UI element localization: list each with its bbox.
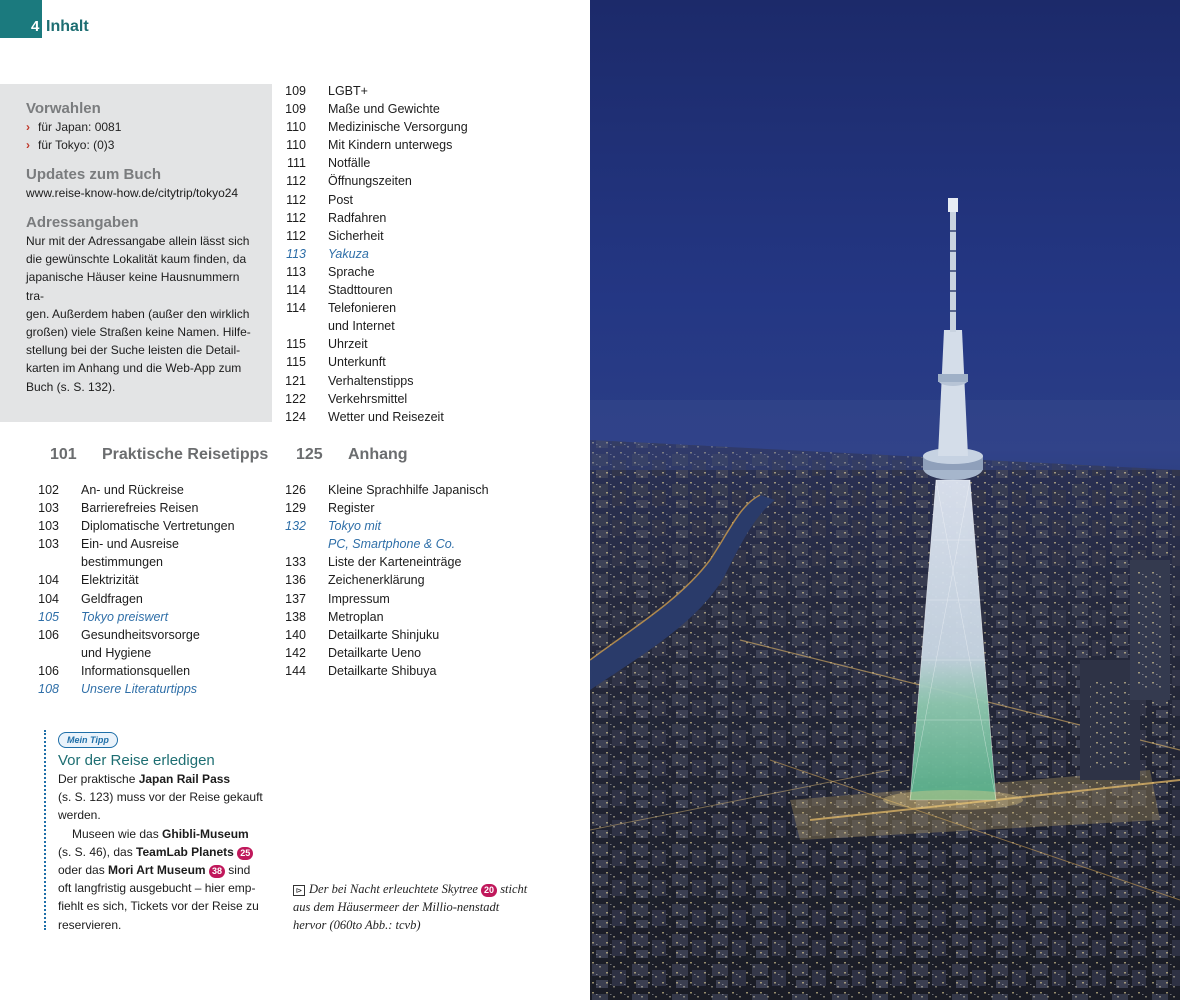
toc-row: [282, 626, 489, 644]
toc-row: [282, 608, 489, 626]
toc-page-number: 112: [286, 228, 306, 243]
toc-entry-title: Stadttouren: [328, 283, 393, 298]
toc-entry-title: Zeichenerklärung: [328, 573, 425, 588]
vorwahlen-heading: Vorwahlen: [26, 100, 101, 117]
toc-row: [282, 553, 489, 571]
toc-entry-title: Uhrzeit: [328, 337, 368, 352]
toc-entry-title: Sprache: [328, 264, 375, 279]
toc-row: [282, 317, 468, 335]
toc-page-number: 144: [285, 663, 306, 678]
toc-row: [35, 626, 235, 644]
toc-entry-title: Mit Kindern unterwegs: [328, 138, 453, 153]
toc-row: [282, 118, 468, 136]
toc-page-number: 137: [285, 591, 306, 606]
toc-entry-title: An- und Rückreise: [81, 483, 184, 497]
map-pin-badge: 20: [481, 884, 497, 897]
toc-entry-title: Gesundheitsvorsorge: [81, 627, 200, 642]
toc-entry-title: Wetter und Reisezeit: [328, 409, 444, 424]
toc-entry-title: Diplomatische Vertretungen: [81, 519, 235, 534]
toc-page-number: 124: [285, 409, 306, 424]
toc-row: [35, 499, 235, 517]
skytree-night-photo: [590, 0, 1180, 1000]
toc-entry-title: Detailkarte Shinjuku: [328, 627, 440, 642]
toc-row: [282, 154, 468, 172]
toc-page-number: 113: [286, 264, 306, 279]
toc-row: [35, 571, 235, 589]
tip-paragraph-1: Der praktische Japan Rail Pass (s. S. 123) muss vor der Reise gekauft werden.: [58, 772, 263, 823]
toc-page-number: 133: [285, 555, 306, 570]
toc-entry-title: Unsere Literaturtipps: [81, 682, 198, 697]
toc-list-top: [282, 82, 468, 426]
toc-entry-title: Radfahren: [328, 210, 387, 225]
toc-page-number: 115: [286, 355, 306, 370]
toc-page-number: 106: [38, 663, 59, 678]
toc-page-number: 110: [286, 120, 306, 135]
toc-row: [35, 590, 235, 608]
map-pin-badge: 38: [209, 865, 225, 878]
toc-entry-title: Register: [328, 501, 375, 516]
toc-entry-title: Geldfragen: [81, 591, 143, 606]
toc-page-number: 121: [285, 373, 306, 388]
updates-url[interactable]: www.reise-know-how.de/citytrip/tokyo24: [26, 186, 239, 200]
toc-page-number: 113: [286, 246, 306, 261]
toc-list-anhang: [282, 481, 489, 680]
toc-row: [282, 172, 468, 190]
toc-row: [282, 82, 468, 100]
section-heading-anhang: 125 Anhang: [296, 446, 408, 463]
toc-page-number: 114: [286, 301, 306, 316]
toc-row: [35, 517, 235, 535]
toc-entry-title: Detailkarte Shibuya: [328, 663, 437, 678]
toc-row: [282, 571, 489, 589]
toc-row: [35, 481, 235, 499]
toc-page-number: 103: [38, 519, 59, 534]
toc-page-number: [35, 553, 81, 571]
toc-entry-title: Elektrizität: [81, 573, 139, 588]
toc-row: [282, 227, 468, 245]
toc-page-number: 110: [286, 138, 306, 153]
toc-page-number: 112: [286, 174, 306, 189]
toc-entry-title: Telefonieren: [328, 301, 397, 316]
toc-row: [35, 535, 235, 553]
toc-page-number: 122: [285, 391, 306, 406]
vorwahl-item: › für Japan: 0081: [26, 120, 122, 134]
toc-entry-title: Notfälle: [328, 156, 371, 171]
updates-heading: Updates zum Buch: [26, 166, 162, 183]
toc-page-number: 108: [38, 682, 59, 697]
toc-page-number: [282, 317, 328, 335]
chevron-right-icon: ›: [26, 138, 30, 152]
adress-paragraph: Nur mit der Adressangabe allein lässt sich die gewünschte Lokalität kaum finden, da japanische Häuser keine Hausnummern tra- gen. Außerdem haben (außer den wirklich großen) viele Straßen keine Namen. Hilfe- stellung bei der Suche leisten die Detail- karten im Anhang und die Web-App zum Buch (s. S. 132).: [26, 234, 251, 394]
toc-row: [282, 299, 468, 317]
toc-page-number: 106: [38, 627, 59, 642]
toc-entry-title: Verhaltenstipps: [328, 373, 414, 388]
mein-tipp-badge: Mein Tipp: [58, 732, 118, 748]
toc-page-number: 103: [38, 537, 59, 552]
toc-row: [282, 209, 468, 227]
skytree-illustration: [590, 0, 1180, 1000]
page-title: Inhalt: [46, 18, 89, 35]
toc-entry-title: und Internet: [328, 319, 395, 334]
toc-entry-title: bestimmungen: [81, 555, 163, 570]
toc-row: [282, 136, 468, 154]
toc-row: [282, 353, 468, 371]
toc-entry-title: PC, Smartphone & Co.: [328, 537, 456, 552]
toc-row: [35, 644, 235, 662]
toc-entry-title: Metroplan: [328, 609, 384, 624]
toc-page-number: 112: [286, 192, 306, 207]
toc-page-number: 102: [38, 483, 59, 497]
toc-row: [282, 662, 489, 680]
toc-entry-title: Yakuza: [328, 246, 369, 261]
toc-page-number: 129: [285, 501, 306, 516]
toc-page-number: 140: [285, 627, 306, 642]
toc-entry-title: Verkehrsmittel: [328, 391, 408, 406]
mein-tipp-box: [44, 730, 264, 930]
toc-entry-title: Tokyo mit: [328, 519, 382, 534]
toc-page-number: 142: [285, 645, 306, 660]
toc-row: [35, 662, 235, 680]
toc-row: [282, 390, 468, 408]
toc-page-number: [35, 644, 81, 662]
toc-entry-title: Informationsquellen: [81, 663, 191, 678]
tip-paragraph-2: Museen wie das Ghibli-Museum (s. S. 46), das TeamLab Planets 25 oder das Mori Art Museum 38 sind oft langfristig ausgebucht – hier emp-fiehlt es sich, Tickets vor der Reise zu reservieren.: [58, 826, 259, 932]
toc-entry-title: Kleine Sprachhilfe Japanisch: [328, 483, 489, 497]
toc-row: [282, 408, 468, 426]
section-heading-praktisch: 101 Praktische Reisetipps: [50, 446, 269, 463]
toc-page-number: 104: [38, 573, 59, 588]
toc-row: [282, 590, 489, 608]
toc-row: [282, 644, 489, 662]
info-box: [0, 84, 272, 422]
toc-page-number: 111: [286, 156, 306, 171]
toc-page-number: 104: [38, 591, 59, 606]
toc-page-number: 109: [285, 84, 306, 98]
toc-entry-title: Liste der Karteneinträge: [328, 555, 462, 570]
map-pin-badge: 25: [237, 847, 253, 860]
toc-entry-title: Medizinische Versorgung: [328, 120, 468, 135]
toc-page-number: 136: [285, 573, 306, 588]
toc-entry-title: Impressum: [328, 591, 390, 606]
caption-arrow-icon: ⊳: [293, 885, 305, 896]
chevron-right-icon: ›: [26, 120, 30, 134]
toc-row: [282, 281, 468, 299]
toc-page-number: 109: [285, 102, 306, 117]
toc-row: [282, 535, 489, 553]
toc-row: [282, 245, 468, 263]
toc-entry-title: und Hygiene: [81, 645, 152, 660]
toc-row: [282, 517, 489, 535]
toc-entry-title: Unterkunft: [328, 355, 386, 370]
toc-entry-title: Maße und Gewichte: [328, 102, 440, 117]
toc-page-number: 105: [38, 609, 59, 624]
toc-entry-title: Öffnungszeiten: [328, 174, 412, 189]
toc-entry-title: Sicherheit: [328, 228, 384, 243]
toc-entry-title: LGBT+: [328, 84, 368, 98]
toc-entry-title: Barrierefreies Reisen: [81, 501, 199, 516]
toc-page-number: 126: [285, 483, 306, 497]
vorwahl-item: › für Tokyo: (0)3: [26, 138, 115, 152]
toc-row: [35, 553, 235, 571]
adress-heading: Adressangaben: [26, 214, 139, 231]
toc-page-number: 114: [286, 283, 306, 298]
toc-entry-title: Post: [328, 192, 354, 207]
toc-row: [282, 100, 468, 118]
toc-page-number: 132: [285, 519, 306, 534]
page-number: 4: [31, 18, 40, 35]
toc-page-number: [282, 535, 328, 553]
toc-entry-title: Detailkarte Ueno: [328, 645, 422, 660]
toc-row: [282, 481, 489, 499]
toc-row: [35, 608, 235, 626]
toc-row: [282, 263, 468, 281]
toc-entry-title: Ein- und Ausreise: [81, 537, 179, 552]
toc-row: [282, 499, 489, 517]
toc-list-praktisch: [35, 481, 235, 698]
toc-page-number: 112: [286, 210, 306, 225]
photo-caption: ⊳ Der bei Nacht erleuchtete Skytree 20 sticht aus dem Häusermeer der Millio-nenstadt hervor (060to Abb.: tcvb): [293, 882, 528, 932]
toc-row: [35, 680, 235, 698]
toc-row: [282, 372, 468, 390]
toc-page-number: 138: [285, 609, 306, 624]
tip-heading: Vor der Reise erledigen: [58, 752, 215, 769]
toc-row: [282, 335, 468, 353]
toc-row: [282, 191, 468, 209]
toc-entry-title: Tokyo preiswert: [81, 609, 169, 624]
toc-page-number: 115: [286, 337, 306, 352]
toc-page-number: 103: [38, 501, 59, 516]
